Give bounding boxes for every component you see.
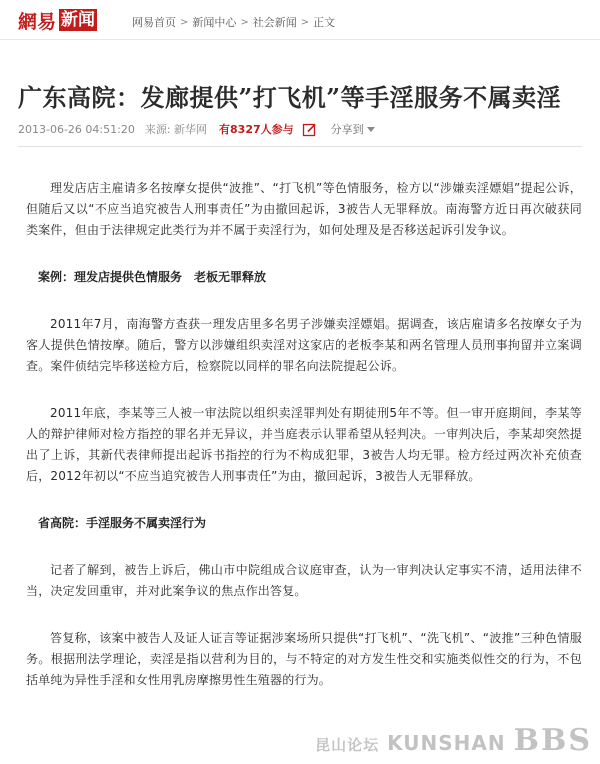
breadcrumb-home[interactable]: 网易首页 (132, 16, 176, 29)
breadcrumb-social-news[interactable]: 社会新闻 (252, 16, 297, 29)
chevron-down-icon[interactable] (367, 127, 375, 132)
breadcrumb-current: 正文 (313, 16, 336, 29)
participants-count-link[interactable]: 有8327人参与 (219, 123, 294, 136)
paragraph: 2011年7月，南海警方查获一理发店里多名男子涉嫌卖淫嫖娼。据调查，该店雇请多名按摩女子为客人提供色情按摩。随后，警方以涉嫌组织卖淫对这家店的老板李某和两名管理人员刑事拘留并立案调查。案件侦结完毕移送检方后，检察院以同样的罪名向法院提起公诉。 (26, 317, 582, 373)
breadcrumb-separator: > (240, 16, 249, 28)
section-heading: 省高院：手淫服务不属卖淫行为 (38, 516, 207, 530)
netease-news-logo[interactable] (18, 8, 97, 32)
paragraph: 记者了解到，被告上诉后，佛山市中院组成合议庭审查，认为一审判决认定事实不清，适用法律不当，决定发回重审，并对此案争议的焦点作出答复。 (26, 563, 582, 598)
article-title: 广东高院：发廊提供”打飞机”等手淫服务不属卖淫 (18, 83, 562, 112)
watermark-bbs: BBS (513, 723, 592, 758)
breadcrumb-separator: > (300, 16, 310, 28)
watermark-latin: KUNSHAN (387, 731, 506, 755)
logo-text: 網易 (18, 10, 57, 33)
watermark-cn: 昆山论坛 (315, 736, 380, 754)
breadcrumb-separator: > (180, 16, 189, 28)
comment-edit-icon[interactable] (302, 122, 317, 137)
article-source: 来源: 新华网 (144, 123, 208, 136)
section-heading: 案例：理发店提供色情服务 老板无罪释放 (38, 270, 267, 284)
breadcrumb-news-center[interactable]: 新闻中心 (192, 16, 237, 29)
top-bar (0, 0, 600, 40)
share-button[interactable]: 分享到 (330, 123, 364, 136)
paragraph: 理发店店主雇请多名按摩女提供“波推”、“打飞机”等色情服务，检方以“涉嫌卖淫嫖娼”提起公诉，但随后又以“不应当追究被告人刑事责任”为由撤回起诉，3被告人无罪释放。南海警方近日再次破获同类案件，但由于法律规定此类行为并不属于卖淫行为，如何处理及是否移送起诉引发争议。 (26, 181, 582, 237)
kunshan-bbs-watermark (315, 723, 592, 758)
paragraph: 答复称，该案中被告人及证人证言等证据涉案场所只提供“打飞机”、“洗飞机”、“波推”三种色情服务。根据刑法学理论，卖淫是指以营利为目的，与不特定的对方发生性交和实施类似性交的行为，不包括单纯为异性手淫和女性用乳房摩擦男性生殖器的行为。 (26, 631, 582, 687)
paragraph: 2011年底，李某等三人被一审法院以组织卖淫罪判处有期徒刑5年不等。但一审开庭期间，李某等人的辩护律师对检方指控的罪名并无异议，并当庭表示认罪希望从轻判决。一审判决后，李某却突然提出了上诉，其新代表律师提出起诉书指控的行为不构成犯罪，3被告人均无罪。检方经过两次补充侦查后，2012年初以“不应当追究被告人刑事责任”为由，撤回起诉，3被告人无罪释放。 (26, 406, 582, 483)
divider (18, 146, 582, 147)
logo-box-text: 新闻 (61, 10, 96, 30)
article-datetime: 2013-06-26 04:51:20 (18, 122, 135, 136)
breadcrumb (132, 14, 335, 30)
article-meta (18, 121, 375, 137)
article-body (26, 178, 582, 717)
